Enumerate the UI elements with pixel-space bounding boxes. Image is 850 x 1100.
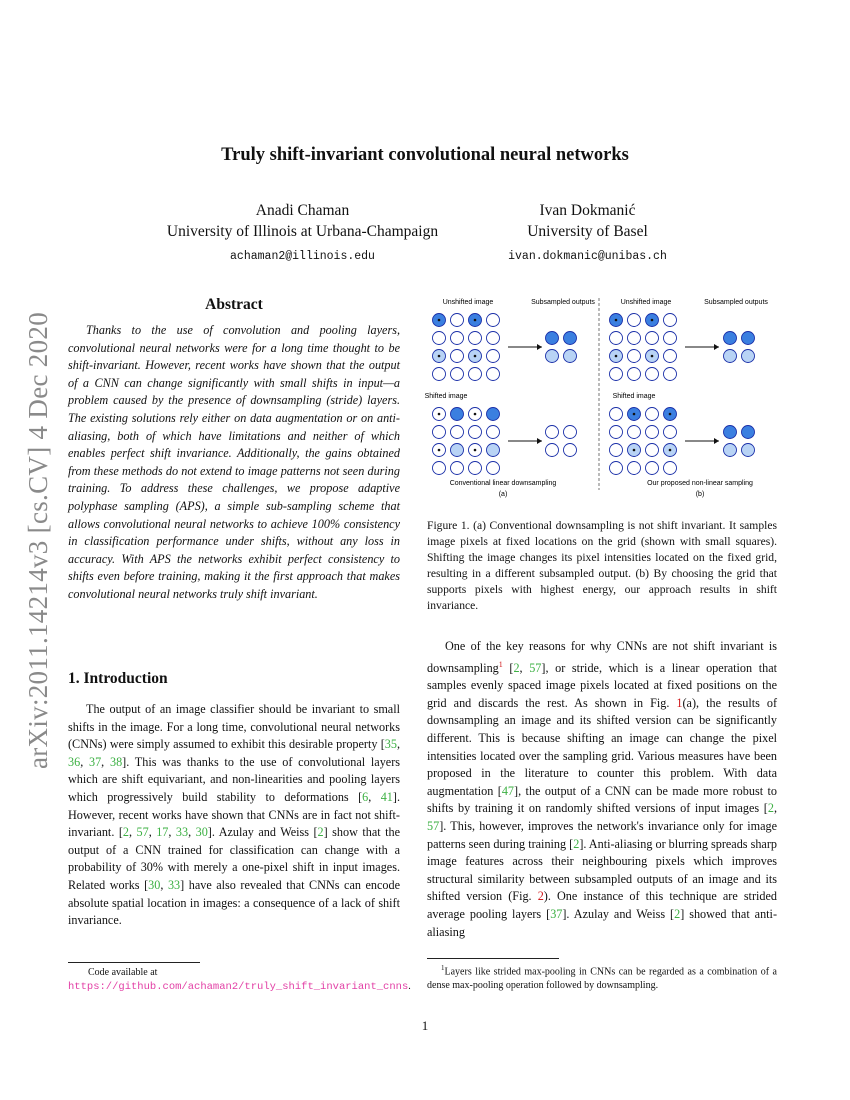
grid-pixel [628,462,641,475]
grid-pixel [610,408,623,421]
citation-link[interactable]: 33 [175,825,189,840]
grid-pixel [610,368,623,381]
citation-link[interactable]: 2 [122,825,129,840]
author-affiliation: University of Illinois at Urbana-Champaign [166,223,439,240]
output-pixel [724,426,737,439]
grid-pixel [487,408,500,421]
sample-dot [633,413,636,416]
grid-pixel [664,314,677,327]
grid-pixel [646,368,659,381]
intro-paragraph: The output of an image classifier should be invariant to small shifts in the image. For a long time, convolutional neural networks (CNNs) were simply assumed to exhibit this desirable property [35, 36, 37, 38]. This was thanks to the use of convolutional layers which are shift equivariant, and non-linearities and pooling layers which progressively build stability to deformations [6, 41]. However, recent works have shown that CNNs are in fact not shift-invariant. [2, 57, 17, 33, 30]. Azulay and Weiss [2] show that the output of a CNN trained for classification can change with a probability of 30% with merely a one-pixel shift in input images. Related works [30, 33] have also revealed that CNNs can encode absolute spatial location in images: a consequence of a lack of shift invariance. [68,702,401,928]
grid-pixel [487,350,500,363]
output-pixel [724,332,737,345]
grid-pixel [451,462,464,475]
grid-pixel [646,444,659,457]
tag-b: (b) [695,491,705,498]
citation-link[interactable]: 37 [550,906,563,921]
page-number: 1 [421,1018,429,1033]
tag-a: (a) [498,491,508,498]
output-pixel [564,444,577,457]
citation-link[interactable]: 6 [362,789,369,804]
grid-pixel [610,462,623,475]
grid-pixel [451,314,464,327]
label-shifted-a: Shifted image [424,393,468,400]
figure-1-graphic [420,290,775,505]
sample-dot [615,355,618,358]
grid-pixel [451,332,464,345]
figure-1-caption: Figure 1. (a) Conventional downsampling is not shift invariant. It samples image pixels at fixed locations on the grid (shown with small squares). Shifting the image changes its pixel intensities located on the fixed grid, resulting in a different subsampled output. (b) By choosing the grid that supports pixels with highest energy, our approach results in shift invariance. [427,519,777,612]
sample-dot [615,319,618,322]
footnote-marker[interactable]: 1 [498,659,503,669]
caption-a: Conventional linear downsampling [449,480,557,487]
grid-pixel [664,462,677,475]
citation-link[interactable]: 2 [317,825,324,840]
output-pixel [564,332,577,345]
sample-dot [438,413,441,416]
grid-pixel [433,368,446,381]
footnote-1: $^1$Layers like strided max-pooling in CNNs can be regarded as a combination of a dense max-pooling operation followed by downsampling. [427,964,777,991]
output-pixel [724,350,737,363]
citation-link[interactable]: 2 [513,660,520,675]
code-url-link[interactable]: https://github.com/achaman2/truly_shift_invariant_cnns [68,980,409,993]
label-subsampled-b: Subsampled outputs [704,299,768,306]
grid-pixel [646,408,659,421]
citation-link[interactable]: 38 [109,754,123,769]
grid-pixel [664,332,677,345]
grid-pixel [433,332,446,345]
footnote-rule [68,962,200,963]
footnote-code: Code available at https://github.com/achaman2/truly_shift_invariant_cnns. [68,967,411,993]
arrow-head [537,344,542,350]
right-column-body [427,638,777,941]
sample-dot [669,449,672,452]
sample-dot [651,355,654,358]
output-pixel [546,332,559,345]
figure-ref-link[interactable]: 2 [537,889,544,904]
grid-pixel [469,462,482,475]
sample-dot [633,449,636,452]
grid-pixel [628,314,641,327]
grid-pixel [487,444,500,457]
sample-dot [438,355,441,358]
caption-b: Our proposed non-linear sampling [647,480,753,487]
sample-dot [474,355,477,358]
citation-link[interactable]: 30 [195,825,208,840]
citation-link[interactable]: 17 [156,825,169,840]
label-subsampled-a: Subsampled outputs [531,299,595,306]
output-pixel [564,426,577,439]
intro-body [68,701,400,930]
grid-pixel [610,426,623,439]
grid-pixel [664,368,677,381]
abstract-body [68,322,400,604]
right-paragraph: One of the key reasons for why CNNs are not shift invariant is downsampling$^1$ [2, 57], or stride, which is a linear operation that samples evenly spaced image pixels located at fixed positions on the grid and discards the rest. As shown in Fig. 1(a), the results of downsampling an image and its shifted version can be significantly different. This is because shifting an image can change the pixel intensities located over the sampling grid. Various measures have been proposed in the literature to counter this problem. With data augmentation [47], the output of a CNN can be made more robust to shifts by training it on randomly shifted versions of input images [2, 57]. This, however, improves the network's invariance only for image patterns seen during training [2]. Anti-aliasing or blurring spreads sharp image features across their neighbouring pixels which improves structural similarity between subsampled outputs of an image and its shifted version (Fig. 2). One instance of this technique are strided average pooling layers [37]. Azulay and Weiss [2] showed that anti-aliasing [427,639,778,939]
output-pixel [564,350,577,363]
output-pixel [742,444,755,457]
label-shifted-b: Shifted image [612,393,656,400]
grid-pixel [469,368,482,381]
figure-ref-link[interactable]: 1 [676,695,683,710]
citation-link[interactable]: 2 [573,836,580,851]
citation-link[interactable]: 57 [427,819,440,833]
citation-link[interactable]: 57 [136,825,149,840]
grid-pixel [469,426,482,439]
grid-pixel [487,368,500,381]
sample-dot [474,449,477,452]
grid-pixel [664,350,677,363]
sample-dot [474,319,477,322]
sample-dot [669,413,672,416]
author-email: ivan.dokmanic@unibas.ch [508,250,667,263]
grid-pixel [469,332,482,345]
arrow-head [537,438,542,444]
output-pixel [742,350,755,363]
citation-link[interactable]: 41 [380,789,393,804]
intro-heading: 1. Introduction [68,670,168,687]
arrow-head [714,344,719,350]
abstract-paragraph: Thanks to the use of convolution and pooling layers, convolutional neural networks were for a long time thought to be shift-invariant. However, recent works have shown that the output of a CNN can change significantly with small shifts in input—a problem caused by the presence of downsampling (stride) layers. The existing solutions rely either on data augmentation or on anti-aliasing, both of which have limitations and neither of which enables perfect shift invariance. Additionally, the gains obtained from these methods do not extend to image patterns not seen during training. To address these challenges, we propose adaptive polyphase sampling (APS), a simple sub-sampling scheme that allows convolutional neural networks to achieve 100% consistency in classification performance under shifts, without any loss in accuracy. With APS the networks exhibit perfect consistency to shifts even before training, making it the first approach that makes convolutional neural networks truly shift invariant. [68,323,400,601]
grid-pixel [628,368,641,381]
citation-link[interactable]: 2 [767,801,774,816]
grid-pixel [664,426,677,439]
citation-link[interactable]: 2 [674,906,681,921]
label-unshifted-b: Unshifted image [620,299,672,306]
sample-dot [474,413,477,416]
footnote-rule-right [427,958,559,959]
grid-pixel [610,444,623,457]
grid-pixel [610,332,623,345]
citation-link[interactable]: 47 [501,783,515,798]
abstract-heading: Abstract [205,296,263,313]
grid-pixel [628,332,641,345]
sample-dot [438,449,441,452]
grid-pixel [487,332,500,345]
grid-pixel [487,426,500,439]
arxiv-id: arXiv:2011.14214v3 [cs.CV] 4 Dec 2020 [23,311,54,769]
grid-pixel [487,314,500,327]
grid-pixel [646,332,659,345]
grid-pixel [451,408,464,421]
label-unshifted-a: Unshifted image [442,299,494,306]
sample-dot [438,319,441,322]
arxiv-sidebar [14,295,64,785]
output-pixel [742,426,755,439]
output-pixel [546,350,559,363]
citation-link[interactable]: 33 [167,877,181,892]
grid-pixel [646,462,659,475]
grid-pixel [628,350,641,363]
grid-pixel [451,350,464,363]
citation-link[interactable]: 57 [529,660,542,675]
grid-pixel [451,426,464,439]
grid-pixel [433,426,446,439]
author-block-1 [150,200,455,267]
author-block-2 [475,200,700,267]
citation-link[interactable]: 36 [68,754,81,769]
author-email: achaman2@illinois.edu [230,250,375,263]
citation-link[interactable]: 35 [384,737,397,752]
paper-title: Truly shift-invariant convolutional neural networks [221,145,629,165]
citation-link[interactable]: 30 [148,877,161,892]
grid-pixel [628,426,641,439]
grid-pixel [487,462,500,475]
output-pixel [546,444,559,457]
output-pixel [724,444,737,457]
author-affiliation: University of Basel [527,223,648,240]
grid-pixel [433,462,446,475]
sample-dot [651,319,654,322]
author-name: Anadi Chaman [255,202,350,219]
output-pixel [546,426,559,439]
output-pixel [742,332,755,345]
grid-pixel [646,426,659,439]
citation-link[interactable]: 37 [88,754,102,769]
figure-1 [420,290,775,505]
arrow-head [714,438,719,444]
author-name: Ivan Dokmanić [539,202,636,219]
grid-pixel [451,444,464,457]
grid-pixel [451,368,464,381]
